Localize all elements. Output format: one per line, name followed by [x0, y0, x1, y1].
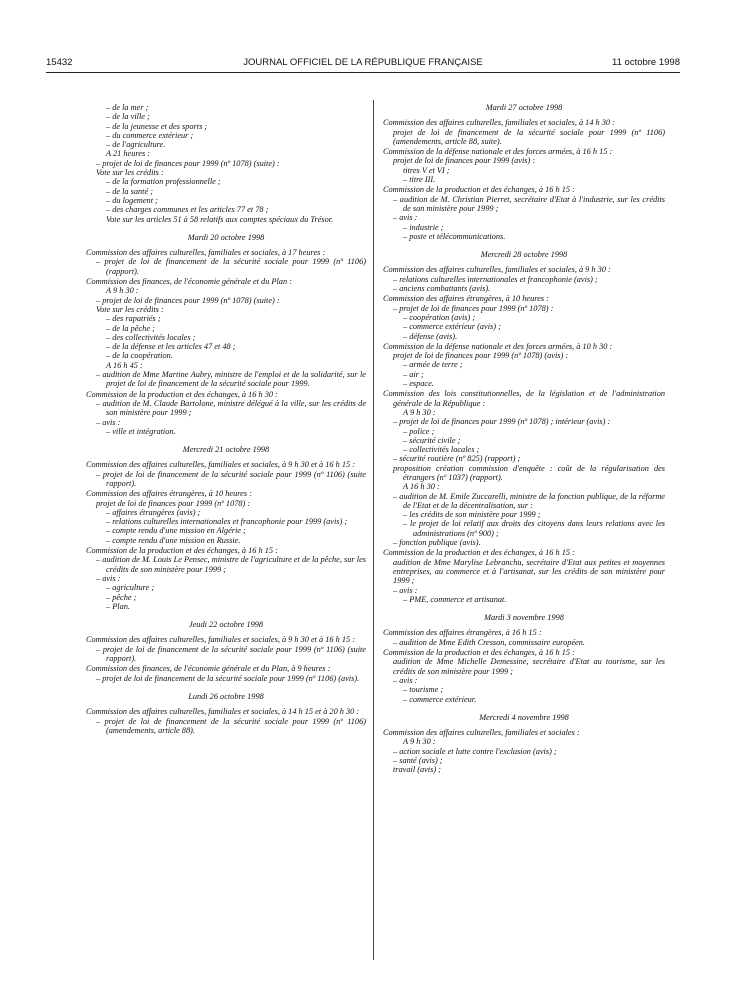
- right-sub-line: – commerce extérieur.: [403, 694, 477, 704]
- left-proj-line: – avis :: [96, 573, 121, 583]
- left-heure-line: A 9 h 30 :: [106, 286, 139, 296]
- left-sub-line: – des rapatriés ;: [106, 314, 161, 324]
- right-proj-line: – santé (avis) ;: [393, 756, 443, 765]
- right-proj-line: – sécurité routière (nº 825) (rapport) ;: [393, 454, 521, 464]
- right-com-line: Commission de la défense nationale et des forces armées, à 10 h 30 :: [383, 341, 613, 351]
- left-text-line: Vote sur les crédits :: [96, 168, 164, 178]
- right-com-line: Commission des affaires étrangères, à 16 h 15 :: [383, 628, 542, 638]
- left-com-line: Commission des finances, de l'économie générale et du Plan, à 9 heures :: [86, 664, 331, 674]
- left-com-line: Commission de la production et des échanges, à 16 h 30 :: [86, 389, 278, 399]
- right-proj-line: – avis :: [393, 675, 418, 685]
- right-proj-line: – anciens combattants (avis).: [393, 284, 491, 294]
- left-column: [86, 103, 366, 735]
- right-sub-line: – police ;: [403, 426, 435, 436]
- column-divider: [373, 100, 374, 960]
- right-proj-line: – action sociale et lutte contre l'exclusion (avis) ;: [393, 746, 557, 756]
- left-sub-line: – pêche ;: [106, 592, 137, 602]
- right-column: [383, 103, 665, 775]
- header-rule: [46, 72, 680, 73]
- left-heure-line: A 16 h 45 :: [106, 360, 143, 370]
- left-proj-line: – audition de M. Louis Le Pensec, ministre de l'agriculture et de la pêche, sur les crédits de son ministère pour 1999 ;: [96, 555, 366, 574]
- right-sub-line: – coopération (avis) ;: [403, 312, 476, 322]
- right-text-line: projet de loi de financement de la sécurité sociale pour 1999 (nº 1106) (amendements, article 88, suite).: [393, 127, 665, 146]
- left-heure-line: A 21 heures :: [106, 149, 151, 159]
- right-text-line: audition de Mme Michelle Demessine, secrétaire d'Etat au tourisme, sur les crédits de son ministère pour 1999 ;: [393, 657, 665, 676]
- left-proj-line: – audition de M. Claude Bartolone, ministre délégué à la ville, sur les crédits de son ministère pour 1999 ;: [96, 398, 366, 418]
- left-proj-line: – projet de loi de finances pour 1999 (nº 1078) (suite) :: [96, 158, 280, 168]
- left-date-line: Lundi 26 octobre 1998: [188, 691, 264, 701]
- right-proj-line: – audition de Mme Edith Cresson, commissaire européen.: [393, 637, 585, 647]
- left-sub-line: – affaires étrangères (avis) ;: [106, 507, 201, 517]
- right-sub-line: – armée de terre ;: [403, 360, 463, 370]
- left-sub-line: – des charges communes et les articles 77 et 78 ;: [106, 205, 269, 215]
- right-sub-line: – collectivités locales ;: [403, 445, 480, 455]
- left-sub-line: – de l'agriculture.: [106, 140, 166, 150]
- left-proj-line: – projet de loi de finances pour 1999 (nº 1078) (suite) :: [96, 295, 280, 305]
- right-proj-line: – avis :: [393, 213, 418, 223]
- right-com-line: Commission de la production et des échanges, à 16 h 15 :: [383, 648, 575, 658]
- left-proj-line: – projet de loi de financement de la sécurité sociale pour 1999 (nº 1106) (suite rapport).: [96, 469, 366, 488]
- left-proj-line: – projet de loi de financement de la sécurité sociale pour 1999 (nº 1106) (avis).: [96, 673, 360, 683]
- right-date-line: Mardi 3 novembre 1998: [484, 613, 564, 623]
- left-com-line: Commission des finances, de l'économie générale et du Plan :: [86, 277, 292, 287]
- right-sub-line: – espace.: [403, 379, 434, 389]
- right-heure-line: A 9 h 30 :: [403, 737, 436, 747]
- left-hang-line: Vote sur les articles 51 à 58 relatifs aux comptes spéciaux du Trésor.: [106, 214, 334, 224]
- left-com-line: Commission des affaires culturelles, familiales et sociales, à 14 h 15 et à 20 h 30 :: [86, 707, 360, 717]
- left-date-line: Jeudi 22 octobre 1998: [188, 620, 264, 630]
- right-com-line: Commission des affaires culturelles, familiales et sociales :: [383, 728, 580, 738]
- left-sub-line: – de la défense et les articles 47 et 48 ;: [106, 342, 236, 352]
- left-com-line: Commission des affaires culturelles, familiales et sociales, à 17 heures :: [86, 248, 326, 258]
- left-date-line: Mercredi 21 octobre 1998: [182, 445, 270, 455]
- right-proj-line: – relations culturelles internationales et francophonie (avis) ;: [393, 274, 598, 284]
- left-sub-line: – de la jeunesse et des sports ;: [106, 121, 208, 131]
- left-date-line: Mardi 20 octobre 1998: [187, 232, 265, 242]
- right-sub-line: – industrie ;: [403, 222, 444, 232]
- left-sub-line: – de la santé ;: [106, 186, 154, 196]
- left-sub-line: – de la coopération.: [106, 351, 173, 361]
- left-sub-line: – de la pêche ;: [106, 323, 155, 333]
- right-proj-line: – projet de loi de finances pour 1999 (nº 1078) ; intérieur (avis) :: [393, 417, 611, 427]
- right-com-line: Commission des lois constitutionnelles, de la législation et de l'administration générale de la République :: [383, 389, 665, 408]
- right-sub-line: – défense (avis).: [403, 331, 458, 341]
- issue-date: 11 octobre 1998: [612, 57, 680, 68]
- right-sub-line: – titre III.: [403, 175, 436, 185]
- left-sub-line: – Plan.: [106, 601, 130, 611]
- right-com-line: Commission des affaires étrangères, à 10 heures :: [383, 294, 549, 304]
- left-com-line: Commission des affaires étrangères, à 10 heures :: [86, 489, 252, 499]
- right-sub-line: – le projet de loi relatif aux droits des citoyens dans leurs relations avec les administrations (nº 900) ;: [403, 519, 665, 538]
- left-text-line: Vote sur les crédits :: [96, 304, 164, 314]
- left-proj-line: – projet de loi de financement de la sécurité sociale pour 1999 (nº 1106) (rapport).: [96, 257, 366, 276]
- right-com-line: Commission des affaires culturelles, familiales et sociales, à 14 h 30 :: [383, 118, 615, 128]
- right-text-line: audition de Mme Marylise Lebranchu, secrétaire d'Etat aux petites et moyennes entreprises, au commerce et à l'artisanat, sur les crédits de son ministère pour 1999 ;: [393, 557, 665, 586]
- left-sub-line: – compte rendu d'une mission en Russie.: [106, 535, 241, 545]
- journal-title: JOURNAL OFFICIEL DE LA RÉPUBLIQUE FRANÇAISE: [243, 57, 483, 68]
- left-sub-line: – du logement ;: [106, 195, 158, 205]
- left-sub-line: – relations culturelles internationales et francophonie pour 1999 (avis) ;: [106, 517, 348, 527]
- right-heure-line: A 9 h 30 :: [403, 407, 436, 417]
- right-text-line: projet de loi de finances pour 1999 (avis) :: [393, 156, 536, 166]
- right-text-line: travail (avis) ;: [393, 765, 441, 775]
- right-sub-line: – air ;: [403, 369, 424, 379]
- right-text-line: projet de loi de finances pour 1999 (nº 1078) (avis) :: [393, 351, 569, 361]
- left-com-line: Commission des affaires culturelles, familiales et sociales, à 9 h 30 et à 16 h 15 :: [86, 635, 356, 645]
- left-proj-line: – projet de loi de financement de la sécurité sociale pour 1999 (nº 1106) (amendements, article 88).: [96, 716, 366, 735]
- right-proj-line: – projet de loi de finances pour 1999 (nº 1078) :: [393, 303, 554, 313]
- left-sub-line: – de la mer ;: [106, 103, 149, 112]
- page-header: [46, 57, 680, 71]
- left-text-line: projet de loi de finances pour 1999 (nº 1078) :: [96, 498, 251, 508]
- left-sub-line: – ville et intégration.: [106, 426, 176, 436]
- right-heure-line: A 16 h 30 :: [403, 482, 440, 492]
- left-proj-line: – audition de Mme Martine Aubry, ministre de l'emploi et de la solidarité, sur le projet de loi de financement de la sécurité sociale pour 1999.: [96, 370, 366, 389]
- page-number: 15432: [46, 57, 73, 68]
- left-sub-line: – de la formation professionnelle ;: [106, 177, 221, 187]
- right-proj-line: – audition de M. Emile Zuccarelli, ministre de la fonction publique, de la réforme de l'Etat et de la décentralisation, sur :: [393, 491, 665, 510]
- right-date-line: Mercredi 4 novembre 1998: [479, 712, 569, 722]
- right-proj-line: proposition création commission d'enquête : coût de la régularisation des étrangers (nº 1037) (rapport).: [393, 463, 665, 482]
- left-com-line: Commission des affaires culturelles, familiales et sociales, à 9 h 30 et à 16 h 15 :: [86, 460, 356, 470]
- right-sub-line: – sécurité civile ;: [403, 435, 461, 445]
- left-sub-line: – des collectivités locales ;: [106, 332, 196, 342]
- left-sub-line: – agriculture ;: [106, 583, 155, 593]
- right-sub-line: – poste et télécommunications.: [403, 231, 506, 241]
- left-sub-line: – de la ville ;: [106, 112, 150, 122]
- right-date-line: Mardi 27 octobre 1998: [485, 103, 563, 112]
- right-proj-line: – audition de M. Christian Pierret, secrétaire d'Etat à l'industrie, sur les crédits de son ministère pour 1999 ;: [393, 194, 665, 213]
- left-com-line: Commission de la production et des échanges, à 16 h 15 :: [86, 546, 278, 556]
- right-com-line: Commission de la défense nationale et des forces armées, à 16 h 15 :: [383, 147, 613, 157]
- right-com-line: Commission des affaires culturelles, familiales et sociales, à 9 h 30 :: [383, 265, 611, 275]
- right-com-line: Commission de la production et des échanges, à 16 h 15 :: [383, 548, 575, 558]
- right-date-line: Mercredi 28 octobre 1998: [480, 250, 568, 260]
- right-sub-line: – les crédits de son ministère pour 1999 ;: [403, 510, 541, 520]
- right-com-line: Commission de la production et des échanges, à 16 h 15 :: [383, 185, 575, 195]
- left-sub-line: – compte rendu d'une mission en Algérie ;: [106, 526, 246, 536]
- right-sub-line: – tourisme ;: [403, 685, 444, 695]
- right-sub-line: – PME, commerce et artisanat.: [403, 594, 507, 604]
- left-sub-line: – du commerce extérieur ;: [106, 130, 194, 140]
- left-proj-line: – projet de loi de financement de la sécurité sociale pour 1999 (nº 1106) (suite rapport).: [96, 644, 366, 664]
- right-sub-line: – commerce extérieur (avis) ;: [403, 322, 501, 332]
- left-proj-line: – avis :: [96, 417, 121, 427]
- right-proj-line: – fonction publique (avis).: [393, 538, 481, 548]
- right-sub-line: titres V et VI ;: [403, 165, 450, 175]
- right-proj-line: – avis :: [393, 585, 418, 595]
